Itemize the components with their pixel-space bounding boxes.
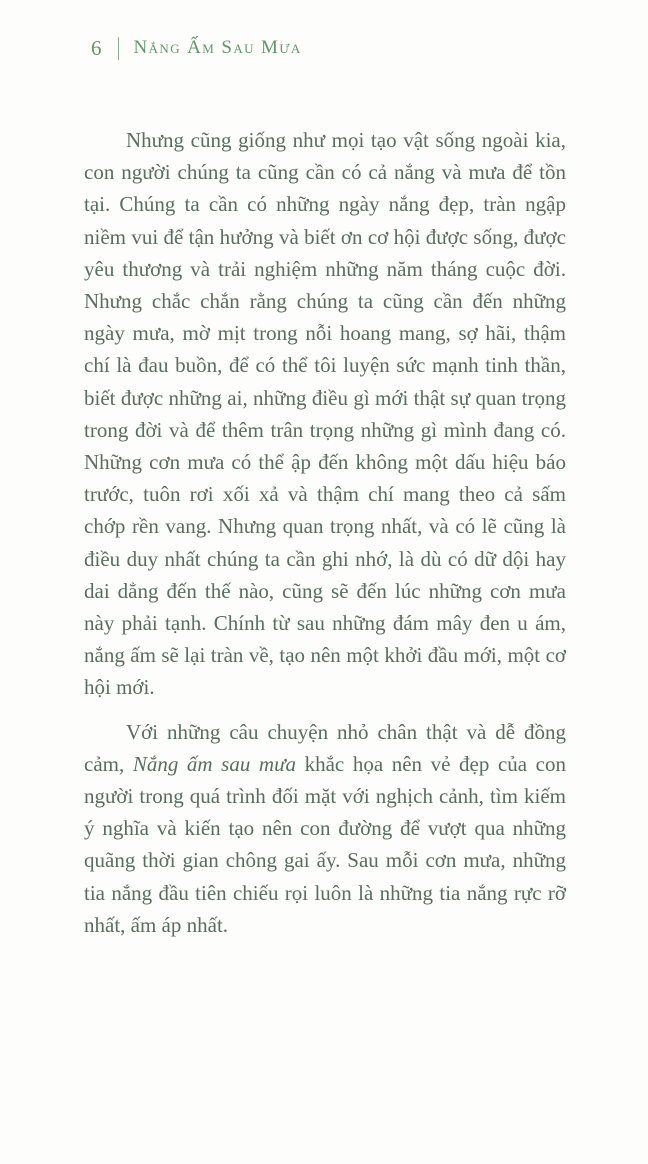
running-header [91, 36, 302, 60]
paragraph-intro: Nhưng cũng giống như mọi tạo vật sống ngoài kia, con người chúng ta cũng cần có cả nắng và mưa để tồn tại. Chúng ta cần có những ngày nắng đẹp, tràn ngập niềm vui để tận hưởng và biết ơn cơ hội được sống, được yêu thương và trải nghiệm những năm tháng cuộc đời. Nhưng chắc chắn rằng chúng ta cũng cần đến những ngày mưa, mờ mịt trong nỗi hoang mang, sợ hãi, thậm chí là đau buồn, để có thể tôi luyện sức mạnh tinh thần, biết được những ai, những điều gì mới thật sự quan trọng trong đời và để thêm trân trọng những gì mình đang có. Những cơn mưa có thể ập đến không một dấu hiệu báo trước, tuôn rơi xối xả và thậm chí mang theo cả sấm chớp rền vang. Nhưng quan trọng nhất, và có lẽ cũng là điều duy nhất chúng ta cần ghi nhớ, là dù có dữ dội hay dai dẳng đến thế nào, cũng sẽ đến lúc những cơn mưa này phải tạnh. Chính từ sau những đám mây đen u ám, nắng ấm sẽ lại tràn về, tạo nên một khởi đầu mới, một cơ hội mới. [84, 128, 566, 700]
running-title: Nắng Ấm Sau Mưa [133, 37, 302, 58]
page-number: 6 [91, 36, 102, 60]
paragraph-summary-lead: Với những câu chuyện nhỏ chân thật và dễ đồng cảm, [84, 719, 566, 776]
page-body [84, 124, 566, 941]
paragraph-summary-rest: khắc họa nên vẻ đẹp của con người trong quá trình đối mặt với nghịch cảnh, tìm kiếm ý nghĩa và kiến tạo nên con đường để vượt qua những quãng thời gian chông gai ấy. Sau mỗi cơn mưa, những tia nắng đầu tiên chiếu rọi luôn là những tia nắng rực rỡ nhất, ấm áp nhất. [84, 751, 566, 937]
book-title-italic: Nắng ấm sau mưa [132, 751, 297, 776]
header-divider [118, 37, 119, 60]
paragraph-summary [84, 716, 566, 941]
